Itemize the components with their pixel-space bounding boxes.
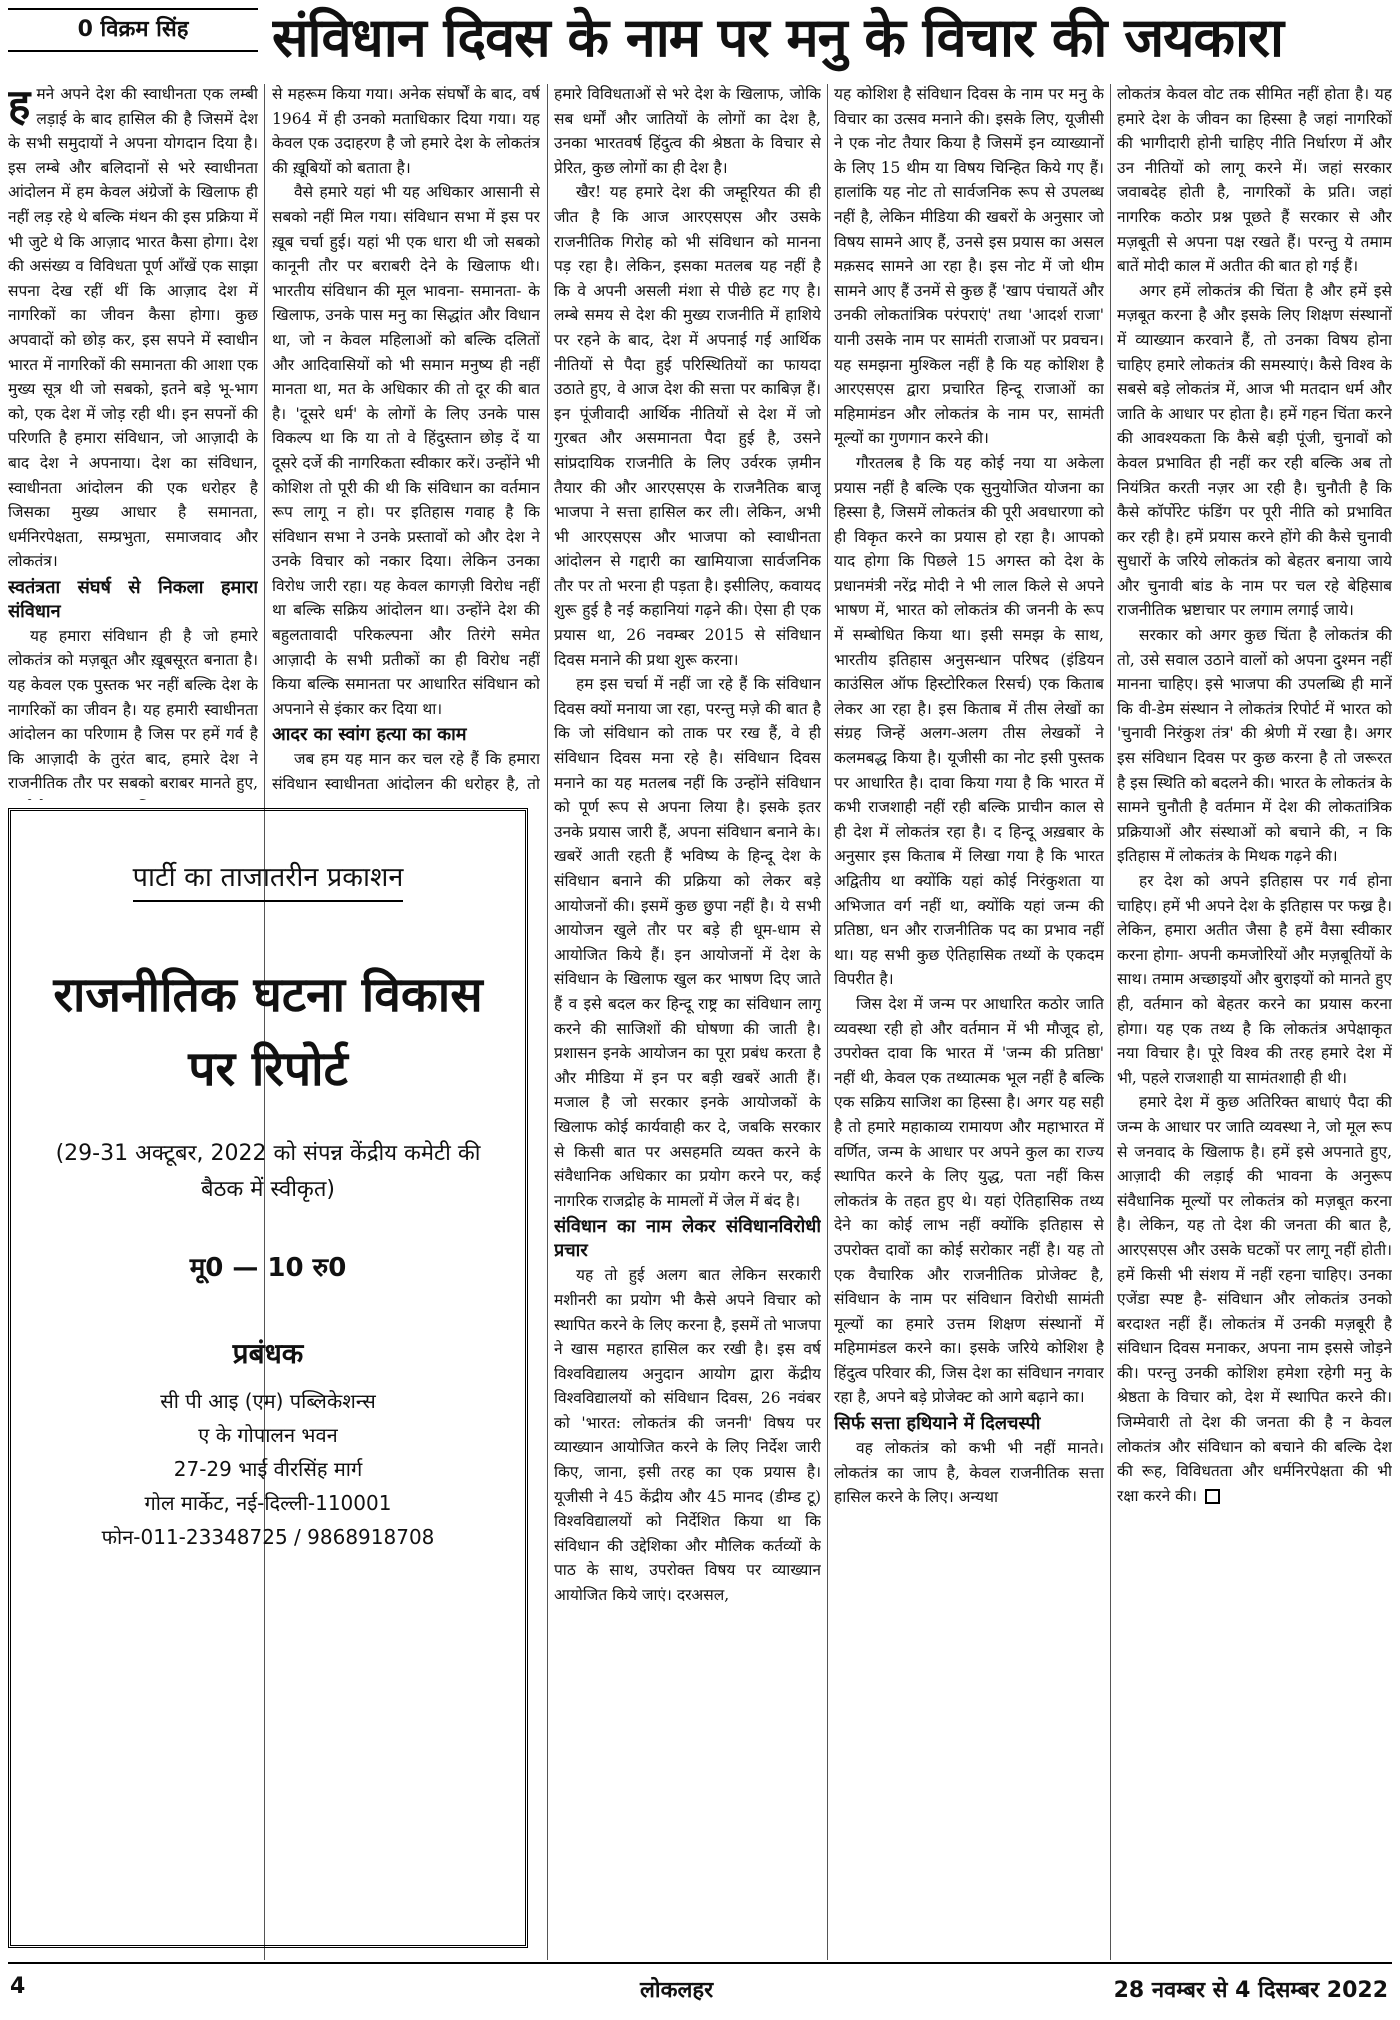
article-paragraph: यह तो हुई अलग बात लेकिन सरकारी मशीनरी का प्रयोग भी कैसे अपने विचार को स्थापित करने के लिए करना है, इसमें तो भाजपा ने खास महारत हासिल कर रखी है। इस वर्ष विश्वविद्यालय अनुदान आयोग द्वारा केंद्रीय विश्वविद्यालयों को संविधान दिवस, 26 नवंबर को 'भारत: लोकतंत्र की जननी' विषय पर व्याख्यान आयोजित करने के लिए निर्देश जारी किए, जाना, इसी तरह का एक प्रयास है। यूजीसी ने 45 केंद्रीय और 45 मानद (डीम्ड टू) विश्वविद्यालयों को निर्देशित किया था कि संविधान की उद्देशिका और मौलिक कर्तव्यों के पाठ के साथ, उपरोक्त विषय पर व्याख्यान आयोजित किये जाएं। दरअसल, — [554, 1266, 821, 1605]
end-mark-icon — [1205, 1489, 1220, 1504]
headline: संविधान दिवस के नाम पर मनु के विचार की जयकारा — [272, 6, 1284, 69]
footer-rule — [8, 1962, 1392, 1964]
article-paragraph: जब हम यह मान कर चल रहे हैं कि हमारा संविधान स्वाधीनता आंदोलन की धरोहर है, तो — [272, 750, 540, 794]
column-rule — [827, 84, 828, 1960]
drop-cap: ह — [8, 82, 31, 129]
article-paragraph: हमने अपने देश की स्वाधीनता एक लम्बी लड़ाई के बाद हासिल की है जिसमें देश के सभी समुदायों ने अपना योगदान दिया है। इस लम्बे और बलिदानों से भरे स्वाधीनता आंदोलन में हम केवल अंग्रेजों के खिलाफ ही नहीं लड़ रहे थे बल्कि मंथन की इस प्रक्रिया में भी जुटे थे कि आज़ाद भारत कैसा होगा। देश की असंख्य व विविधता पूर्ण आँखें एक साझा सपना देख रहीं थीं कि आज़ाद देश में नागरिकों का जीवन कैसा होगा। कुछ अपवादों को छोड़ कर, इस सपने में स्वाधीन भारत में नागरिकों की समानता की आशा एक मुख्य सूत्र थी जो सबको, इतने बड़े भू-भाग को, एक देश में जोड़ रही थी। इन सपनों की परिणति है हमारा संविधान, जो आज़ादी के बाद देश ने अपनाया। देश का संविधान, स्वाधीनता आंदोलन की एक धरोहर है जिसका मुख्य आधार है समानता, धर्मनिरपेक्षता, सम्प्रभुता, समाजवाद और लोकतंत्र। — [8, 82, 258, 571]
ad-price: मू0 — 10 रु0 — [189, 1253, 347, 1283]
article-paragraph: हमारे देश में कुछ अतिरिक्त बाधाएं पैदा की जन्म के आधार पर जाति व्यवस्था ने, जो मूल रूप से जनवाद के खिलाफ है। हमें इसे अपनाते हुए, आज़ादी की लड़ाई की भावना के अनुरूप संवैधानिक मूल्यों पर लोकतंत्र को मज़बूत करना है। लेकिन, यह तो देश की जनता की बात है, आरएसएस और उसके घटकों पर लागू नहीं होती। हमें किसी भी संशय में नहीं रहना चाहिए। उनका एजेंडा स्पष्ट है- संविधान और लोकतंत्र उनको बरदाश्त नहीं हैं। लोकतंत्र में उनकी मज़बूरी है संविधान दिवस मनाकर, अपना नाम इससे जोड़ने की। परन्तु उनकी कोशिश हमेशा रहेगी मनु के श्रेष्ठता के विचार को, देश में स्थापित करने की। जिम्मेवारी तो देश की जनता की है न केवल लोकतंत्र और संविधान को बचाने की बल्कि देश की रूह, विविधतता और धर्मनिरपेक्षता की भी रक्षा करने की। — [1117, 1093, 1392, 1505]
ad-manager-label: प्रबंधक — [232, 1337, 304, 1370]
ad-address: सी पी आइ (एम) पब्लिकेशन्स ए के गोपालन भवन 27-29 भाई वीरसिंह मार्ग गोल मार्केट, नई-दिल्ली-110001 फोन-011-23348725 / 9868918708 — [11, 1384, 525, 1554]
column-rule — [547, 84, 548, 1960]
article-paragraph: अगर हमें लोकतंत्र की चिंता है और हमें इसे मज़बूत करना है और इसके लिए शिक्षण संस्थानों में व्याख्यान करवाने हैं, तो उनका विषय होना चाहिए हमारे लोकतंत्र की समस्याएं। कैसे विश्व के सबसे बड़े लोकतंत्र में, आज भी मतदान धर्म और जाति के आधार पर होता है। हमें गहन चिंता करने की आवश्यकता कि कैसे बड़ी पूंजी, चुनावों को केवल प्रभावित ही नहीं कर रही बल्कि अब तो नियंत्रित करती नज़र आ रही है। चुनौती है कि कैसे कॉर्पोरेट फंडिंग पर पूरी नीति को प्रभावित कर रही है। हमें प्रयास करने होंगे की कैसे चुनावी सुधारों के जरिये लोकतंत्र को बेहतर बनाया जाये और चुनावी बांड के नाम पर चल रहे बेहिसाब राजनीतिक भ्रष्टाचार पर लगाम लगाई जाये। — [1117, 281, 1392, 620]
publication-advertisement — [8, 808, 528, 1948]
ad-kicker: पार्टी का ताजातरीन प्रकाशन — [133, 857, 404, 902]
ad-subtitle: (29-31 अक्टूबर, 2022 को संपन्न केंद्रीय कमेटी की बैठक में स्वीकृत) — [55, 1141, 481, 1202]
article-paragraph: सरकार को अगर कुछ चिंता है लोकतंत्र की तो, उसे सवाल उठाने वालों को अपना दुश्मन नहीं मानना चाहिए। इसे भाजपा की उपलब्धि ही मानें कि वी-डेम संस्थान ने लोकतंत्र रिपोर्ट में भारत को 'चुनावी निरंकुश तंत्र' की श्रेणी में रखा है। अगर इस संविधान दिवस पर कुछ करना है तो जरूरत है इस स्थिति को बदलने की। भारत के लोकतंत्र के सामने चुनौती है वर्तमान में देश की लोकतांत्रिक प्रक्रियाओं और संस्थाओं को बचाने की, न कि इतिहास में लोकतंत्र के मिथक गढ़ने की। — [1117, 626, 1392, 866]
article-paragraph: वह लोकतंत्र को कभी भी नहीं मानते। लोकतंत्र का जाप है, केवल राजनीतिक सत्ता हासिल करने के लिए। अन्यथा — [834, 1439, 1104, 1507]
ad-phone: फोन-011-23348725 / 9868918708 — [101, 1525, 435, 1549]
article-paragraph: गौरतलब है कि यह कोई नया या अकेला प्रयास नहीं है बल्कि एक सुनुयोजित योजना का हिस्सा है, जिसमें लोकतंत्र की पूरी अवधारणा को ही विकृत करने का प्रयास हो रहा है। आपको याद होगा कि पिछले 15 अगस्त को देश के प्रधानमंत्री नरेंद्र मोदी ने भी लाल किले से अपने भाषण में, भारत को लोकतंत्र की जननी के रूप में सम्बोधित किया था। इसी समझ के साथ, भारतीय इतिहास अनुसन्धान परिषद (इंडियन काउंसिल ऑफ हिस्टोरिकल रिसर्च) एक किताब लेकर आ रहा है। इस किताब में तीस लेखों का संग्रह जिन्हें अलग-अलग तीस लेखकों ने कलमबद्ध किया है। यूजीसी का नोट इसी पुस्तक पर आधारित है। दावा किया गया है कि भारत में कभी राजशाही नहीं रही बल्कि प्राचीन काल से ही देश में लोकतंत्र रहा है। द हिन्दू अख़बार के अनुसार इस किताब में लिखा गया है कि भारत अद्वितीय था क्योंकि यहां कोई निरंकुशता या अभिजात वर्ग नहीं था, क्योंकि यहां जन्म की प्रतिष्ठा, धन और राजनीतिक पद का प्रभाव नहीं था। यह सभी कुछ ऐतिहासिक तथ्यों के एकदम विपरीत है। — [834, 453, 1104, 989]
issue-date: 28 नवम्बर से 4 दिसम्बर 2022 — [1113, 1978, 1388, 2003]
byline: 0 विक्रम सिंह — [8, 8, 258, 52]
article-column-3 — [554, 82, 821, 1958]
paper-name: लोकलहर — [640, 1978, 714, 2003]
article-paragraph: खैर! यह हमारे देश की जम्हूरियत की ही जीत है कि आज आरएसएस और उसके राजनीतिक गिरोह को भी संविधान को मानना पड़ रहा है। लेकिन, इसका मतलब यह नहीं है कि वे अपनी असली मंशा से पीछे हट गए है। लम्बे समय से देश की मुख्य राजनीति में हाशिये पर रहने के बाद, देश में अपनाई गई आर्थिक नीतियों से पैदा हुई परिस्थितियों का फायदा उठाते हुए, वे आज देश की सत्ता पर काबिज़ हैं। इन पूंजीवादी आर्थिक नीतियों से देश में जो गुरबत और असमानता पैदा हुई है, उसने सांप्रदायिक राजनीति के लिए उर्वरक ज़मीन तैयार की और आरएसएस के राजनैतिक बाजू भाजपा ने सत्ता हासिल कर ली। लेकिन, अभी भी आरएसएस और भाजपा को स्वाधीनता आंदोलन से गद्दारी का खामियाजा सार्वजनिक तौर पर तो भरना ही पड़ता है। इसीलिए, कवायद शुरू हुई है नई कहानियां गढ़ने की। ऐसा ही एक प्रयास था, 26 नवम्बर 2015 से संविधान दिवस मनाने की प्रथा शुरू करना। — [554, 183, 821, 669]
article-paragraph: हर देश को अपने इतिहास पर गर्व होना चाहिए। हमें भी अपने देश के इतिहास पर फख्र है। लेकिन, हमारा अतीत जैसा है हमें वैसा स्वीकार करना होगा- अपनी कमजोरियों और मज़बूतियों के साथ। तमाम अच्छाइयों और बुराइयों को मानते हुए ही, वर्तमान को बेहतर करने का प्रयास करना होगा। यह एक तथ्य है कि लोकतंत्र अपेक्षाकृत नया विचार है। पूरे विश्व की तरह हमारे देश में भी, पहले राजशाही या सामंतशाही ही थी। — [1117, 872, 1392, 1087]
column-rule — [1110, 84, 1111, 1960]
subheading: सिर्फ सत्ता हथियाने में दिलचस्पी — [834, 1413, 1041, 1435]
article-paragraph: लोकतंत्र केवल वोट तक सीमित नहीं होता है। यह हमारे देश के जीवन का हिस्सा है जहां नागरिकों की भागीदारी होनी चाहिए नीति निर्धारण में और उन नीतियों को लागू करने में। जहां सरकार जवाबदेह होती है, नागरिकों के प्रति। जहां नागरिक कठोर प्रश्न पूछते हैं सरकार से और मज़बूती से अपना पक्ष रखते हैं। परन्तु ये तमाम बातें मोदी काल में अतीत की बात हो गई हैं। — [1117, 85, 1392, 276]
subheading: स्वतंत्रता संघर्ष से निकला हमारा संविधान — [8, 576, 258, 622]
article-column-2 — [272, 82, 540, 800]
article-paragraph: से महरूम किया गया। अनेक संघर्षों के बाद, वर्ष 1964 में ही उनको मताधिकार दिया गया। यह केवल एक उदाहरण है जो हमारे देश के लोकतंत्र की ख़ूबियों को बताता है। — [272, 85, 540, 177]
subheading: आदर का स्वांग हत्या का काम — [272, 724, 467, 746]
article-paragraph: वैसे हमारे यहां भी यह अधिकार आसानी से सबको नहीं मिल गया। संविधान सभा में इस पर ख़ूब चर्चा हुई। यहां भी एक धारा थी जो सबको कानूनी तौर पर बराबरी देने के खिलाफ थी। भारतीय संविधान की मूल भावना- समानता- के खिलाफ, उनके पास मनु का सिद्धांत और विधान था, जो न केवल महिलाओं को बल्कि दलितों और आदिवासियों को भी समान मनुष्य ही नहीं मानता था, मत के अधिकार की तो दूर की बात है। 'दूसरे धर्म' के लोगों के लिए उनके पास विकल्प था कि या तो वे हिंदुस्तान छोड़ दें या दूसरे दर्जे की नागरिकता स्वीकार करें। उन्होंने भी कोशिश तो पूरी की थी कि संविधान का वर्तमान रूप लागू न हो। पर इतिहास गवाह है कि संविधान सभा ने उनके प्रस्तावों को और देश ने उनके विचार को नकार दिया। लेकिन उनका विरोध जारी रहा। यह केवल कागज़ी विरोध नहीं था बल्कि सक्रिय आंदोलन था। उन्होंने देश की बहुलतावादी परिकल्पना और तिरंगे समेत आज़ादी के सभी प्रतीकों का ही विरोध नहीं किया बल्कि समानता पर आधारित संविधान को अपनाने से इंकार कर दिया था। — [272, 183, 540, 718]
article-column-1 — [8, 82, 258, 800]
ad-title: राजनीतिक घटना विकास पर रिपोर्ट — [53, 967, 483, 1097]
article-paragraph: जिस देश में जन्म पर आधारित कठोर जाति व्यवस्था रही हो और वर्तमान में भी मौजूद हो, उपरोक्त दावा कि भारत में 'जन्म की प्रतिष्ठा' नहीं थी, केवल एक तथ्यात्मक भूल नहीं है बल्कि एक सक्रिय साजिश का हिस्सा है। अगर यह सही है तो हमारे महाकाव्य रामायण और महाभारत में वर्णित, जन्म के आधार पर अपने कुल का राज्य स्थापित करने के लिए युद्ध, पता नहीं किस लोकतंत्र के तहत हुए थे। यहां ऐतिहासिक तथ्य देने का कोई लाभ नहीं क्योंकि इतिहास से उपरोक्त दावों का कोई सरोकार नहीं है। यह तो एक वैचारिक और राजनीतिक प्रोजेक्ट है, संविधान के नाम पर संविधान विरोधी सामंती मूल्यों का हमारे उत्तम शिक्षण संस्थानों में महिमामंडल करने का। इसके जरिये कोशिश है हिंदुत्व परिवार की, जिस देश का संविधान नगवार रहा है, अपने बड़े प्रोजेक्ट को आगे बढ़ाने का। — [834, 994, 1104, 1407]
article-paragraph: यह कोशिश है संविधान दिवस के नाम पर मनु के विचार का उत्सव मनाने की। इसके लिए, यूजीसी ने एक नोट तैयार किया है जिसमें इन व्याख्यानों के लिए 15 थीम या विषय चिन्हित किये गए हैं। हालांकि यह नोट तो सार्वजनिक रूप से उपलब्ध नहीं है, लेकिन मीडिया की खबरों के अनुसार जो विषय सामने आए हैं, उनसे इस प्रयास का असल मक़सद सामने आ रहा है। इस नोट में जो थीम सामने आए हैं उनमें से कुछ हैं 'खाप पंचायतें और उनकी लोकतांत्रिक परंपराएं' तथा 'आदर्श राजा' यानी उसके नाम पर सामंती राजाओं पर प्रवचन। यह समझना मुश्किल नहीं है कि यह कोशिश है आरएसएस द्वारा प्रचारित हिन्दू राजाओं का महिमामंडन और लोकतंत्र के नाम पर, सामंती मूल्यों का गुणगान करने की। — [834, 85, 1104, 448]
article-column-4 — [834, 82, 1104, 1958]
article-paragraph: हम इस चर्चा में नहीं जा रहे हैं कि संविधान दिवस क्यों मनाया जा रहा, परन्तु मज़े की बात है कि जो संविधान को ताक पर रख हैं, वे ही संविधान दिवस मना रहे है। संविधान दिवस मनाने का यह मतलब नहीं कि उन्होंने संविधान को पूर्ण रूप से अपना लिया है। इसके इतर उनके प्रयास जारी हैं, अपना संविधान बनाने के। खबरें आती रहती हैं भविष्य के हिन्दू देश के संविधान बनाने की प्रक्रिया को लेकर बड़े आयोजनों की। इसमें कुछ छुपा नहीं है। ये सभी आयोजन खुले तौर पर बड़े ही धूम-धाम से आयोजित किये हैं। इन आयोजनों में देश के संविधान के खिलाफ खुल कर भाषण दिए जाते हैं व इसे बदल कर हिन्दू राष्ट्र का संविधान लागू करने की साजिशों की घोषणा की जाती है। प्रशासन इनके आयोजन का पूरा प्रबंध करता है और मीडिया में इन पर बड़ी खबरें आती हैं। मजाल है जो सरकार इनके आयोजकों के खिलाफ कोई कार्यवाही कर दे, जबकि सरकार से किसी बात पर असहमति व्यक्त करने के संवैधानिक अधिकार का प्रयोग करने पर, कई नागरिक राजद्रोह के मामलों में जेल में बंद है। — [554, 675, 821, 1210]
article-paragraph: यह हमारा संविधान ही है जो हमारे लोकतंत्र को मज़बूत और ख़ूबसूरत बनाता है। यह केवल एक पुस्तक भर नहीं बल्कि देश के नागरिकों का जीवन है। यह हमारी स्वाधीनता आंदोलन का परिणाम है जिस पर हमें गर्व है कि आज़ादी के तुरंत बाद, हमारे देश ने राजनीतिक तौर पर सबको बराबर मानते हुए, — [8, 626, 258, 793]
page-number: 4 — [10, 1974, 26, 1999]
article-column-5 — [1117, 82, 1392, 1958]
article-paragraph: हमारे विविधताओं से भरे देश के खिलाफ, जोकि सब धर्मों और जातियों के लोगों का देश है, उनका भारतवर्ष हिंदुत्व की श्रेष्ठता के विचार से प्रेरित, कुछ लोगों का ही देश है। — [554, 85, 821, 177]
subheading: संविधान का नाम लेकर संविधानविरोधी प्रचार — [554, 1216, 821, 1262]
